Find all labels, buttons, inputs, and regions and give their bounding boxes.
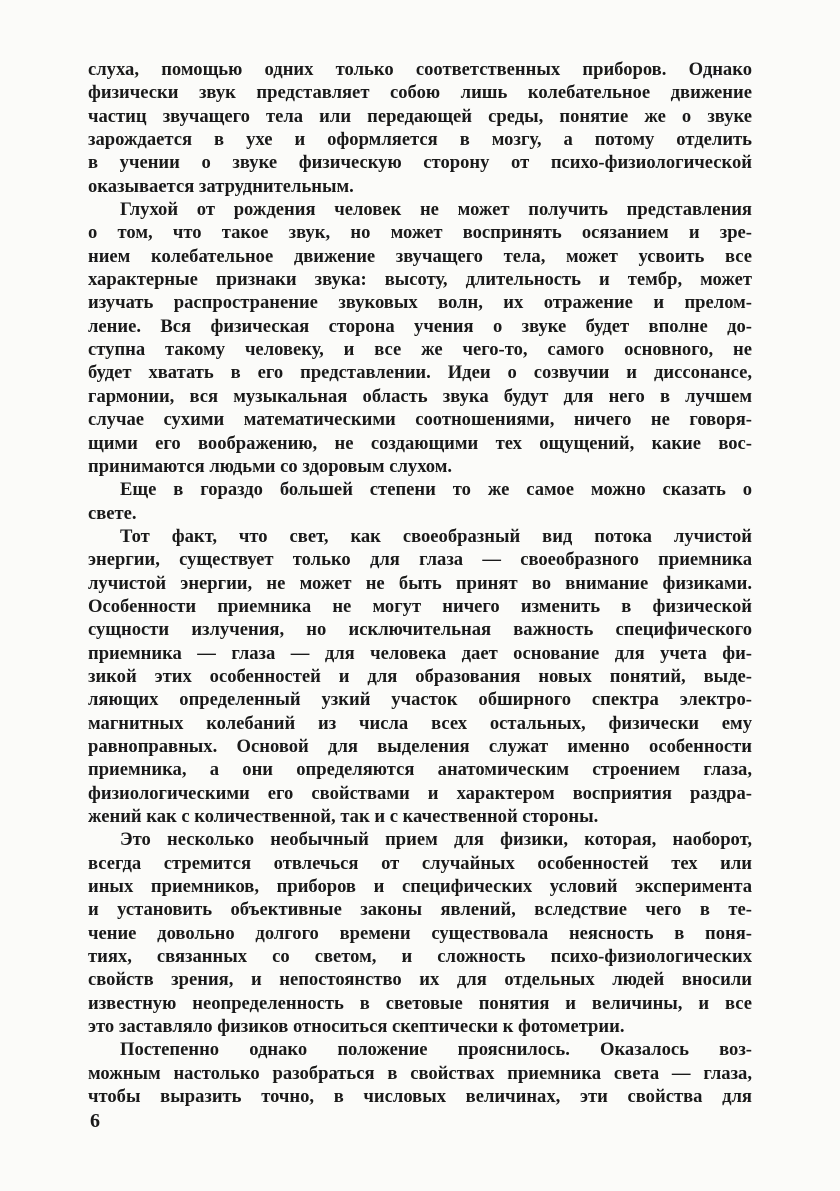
- text-line: и установить объективные законы явлений, вследствие чего в те-: [88, 899, 752, 921]
- text-line: о том, что такое звук, но может воспринять осязанием и зре-: [88, 222, 752, 244]
- text-line: зарождается в ухе и оформляется в мозгу, а потому отделить: [88, 129, 752, 151]
- text-line: свете.: [88, 502, 137, 524]
- text-line: ление. Вся физическая сторона учения о звуке будет вполне до-: [88, 315, 752, 337]
- page-number: 6: [90, 1110, 100, 1132]
- text-line: Еще в гораздо большей степени то же самое можно сказать о: [120, 479, 752, 501]
- text-line: зикой этих особенностей и для образования новых понятий, выде-: [88, 665, 752, 687]
- paragraph-4: [88, 525, 752, 828]
- text-line: физически звук представляет собою лишь колебательное движение: [88, 82, 752, 104]
- body-text: [88, 58, 752, 1108]
- paragraph-1: [88, 58, 752, 198]
- text-line: Постепенно однако положение прояснилось. Оказалось воз-: [120, 1039, 752, 1061]
- text-line: всегда стремится отвлечься от случайных особенностей тех или: [88, 852, 752, 874]
- text-line: Тот факт, что свет, как своеобразный вид потока лучистой: [120, 525, 752, 547]
- text-line: характерные признаки звука: высоту, длительность и тембр, может: [88, 269, 752, 291]
- text-line: Особенности приемника не могут ничего изменить в физической: [88, 595, 752, 617]
- text-line: оказывается затруднительным.: [88, 175, 354, 197]
- text-line: лучистой энергии, не может не быть принят во внимание физиками.: [88, 572, 752, 594]
- text-line: нием колебательное движение звучащего тела, может усвоить все: [88, 245, 752, 267]
- text-line: жений как с количественной, так и с качественной стороны.: [88, 806, 599, 827]
- text-line: тиях, связанных со светом, и сложность психо-физиологических: [88, 946, 752, 968]
- text-line: ляющих определенный узкий участок обширного спектра электро-: [88, 689, 752, 711]
- paragraph-3: [88, 478, 752, 525]
- text-line: энергии, существует только для глаза — своеобразного приемника: [88, 549, 752, 571]
- text-line: гармонии, вся музыкальная область звука будут для него в лучшем: [88, 385, 752, 407]
- text-line: случае сухими математическими соотношениями, ничего не говоря-: [88, 409, 752, 431]
- text-line: Это несколько необычный прием для физики, которая, наоборот,: [120, 829, 752, 851]
- text-line: магнитных колебаний из числа всех остальных, физически ему: [88, 712, 752, 734]
- text-line: известную неопределенность в световые понятия и величины, и все: [88, 992, 752, 1014]
- text-line: ступна такому человеку, и все же чего-то, самого основного, не: [88, 339, 752, 361]
- text-line: это заставляло физиков относиться скептически к фотометрии.: [88, 1016, 625, 1038]
- text-line: в учении о звуке физическую сторону от психо-физиологической: [88, 152, 752, 174]
- text-line: Глухой от рождения человек не может получить представления: [120, 199, 752, 221]
- paragraph-6: [88, 1038, 752, 1108]
- text-line: можным настолько разобраться в свойствах приемника света — глаза,: [88, 1062, 752, 1084]
- text-line: принимаются людьми со здоровым слухом.: [88, 455, 453, 477]
- text-line: приемника — глаза — для человека дает основание для учета фи-: [88, 642, 752, 664]
- text-line: частиц звучащего тела или передающей среды, понятие же о звуке: [88, 105, 752, 127]
- text-line: равноправных. Основой для выделения служат именно особенности: [88, 735, 752, 757]
- text-line: чтобы выразить точно, в числовых величинах, эти свойства для: [88, 1086, 752, 1108]
- text-line: приемника, а они определяются анатомическим строением глаза,: [88, 759, 752, 781]
- text-line: сущности излучения, но исключительная важность специфического: [88, 619, 752, 641]
- paragraph-2: [88, 198, 752, 478]
- text-line: будет хватать в его представлении. Идеи о созвучии и диссонансе,: [88, 362, 752, 384]
- text-line: свойств зрения, и непостоянство их для отдельных людей вносили: [88, 969, 752, 991]
- text-line: щими его воображению, не создающими тех ощущений, какие вос-: [88, 432, 752, 454]
- paragraph-5: [88, 828, 752, 1038]
- text-line: чение довольно долгого времени существовала неясность в поня-: [88, 922, 752, 944]
- text-line: слуха, помощью одних только соответственных приборов. Однако: [88, 59, 752, 80]
- text-line: физиологическими его свойствами и характером восприятия раздра-: [88, 782, 752, 804]
- text-line: изучать распространение звуковых волн, их отражение и прелом-: [88, 292, 752, 314]
- text-line: иных приемников, приборов и специфических условий эксперимента: [88, 876, 752, 898]
